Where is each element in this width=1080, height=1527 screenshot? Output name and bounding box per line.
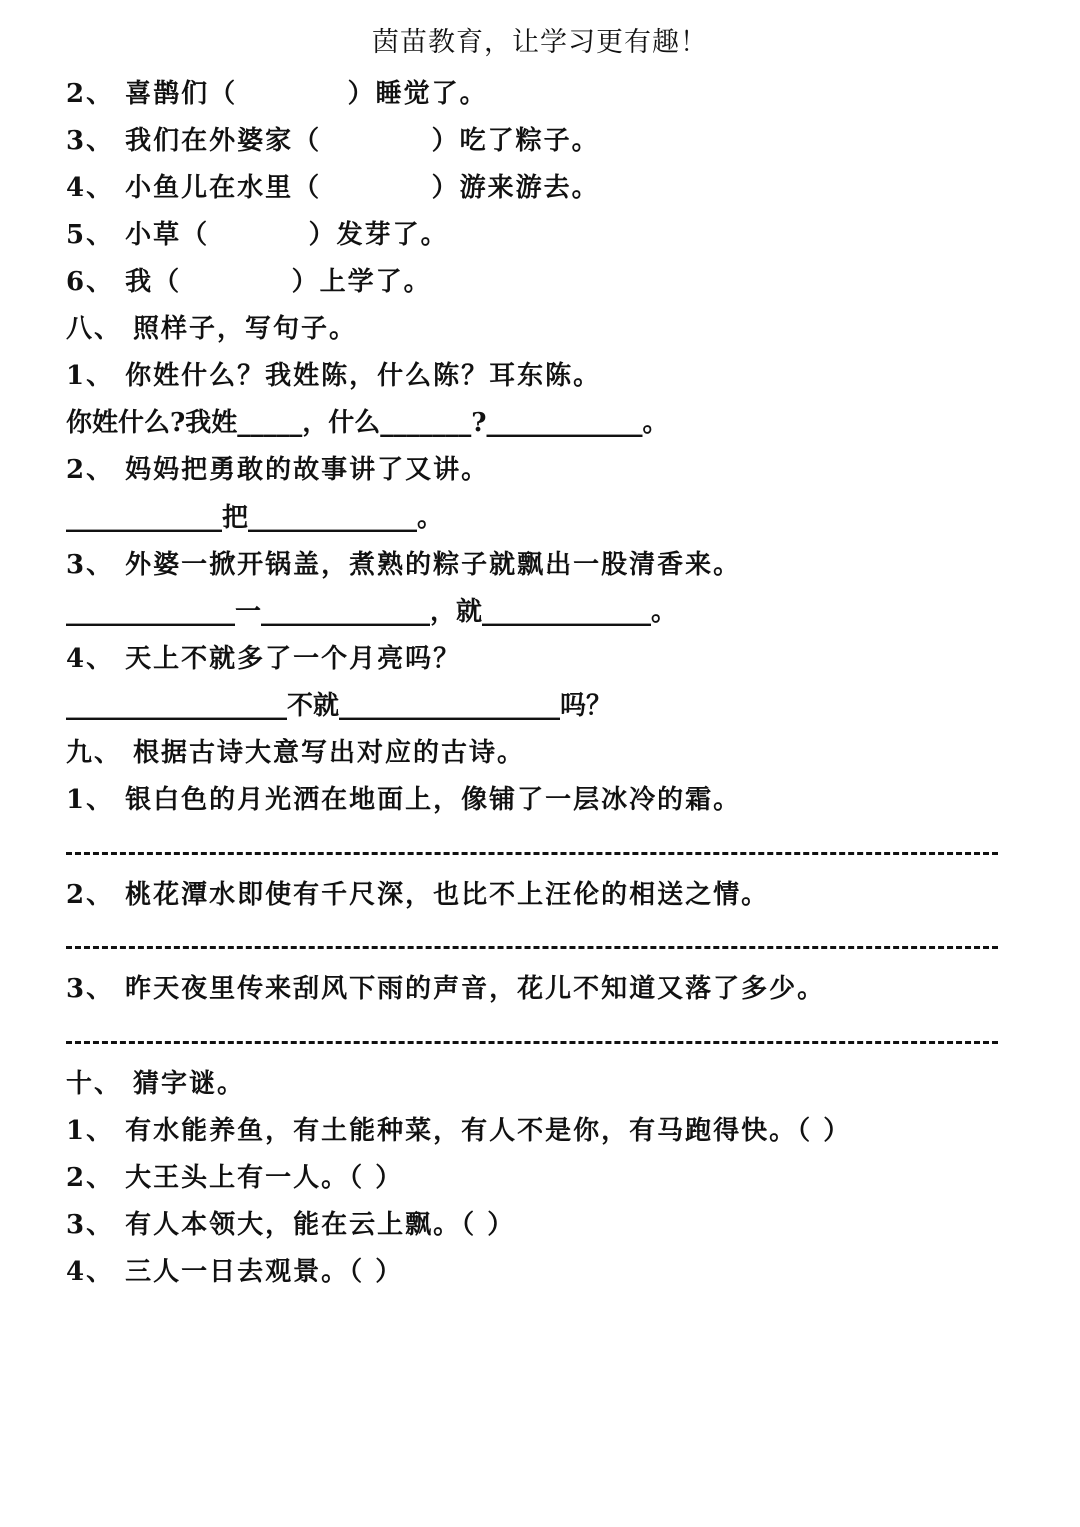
riddle-3: 3、 有人本领大，能在云上飘。（ ）	[66, 1210, 516, 1240]
section-10-title: 十、 猜字谜。	[66, 1069, 246, 1099]
riddle-1: 1、 有水能养鱼，有土能种菜，有人不是你，有马跑得快。（ ）	[66, 1116, 852, 1146]
section-9-question-2: 2、 桃花潭水即使有千尺深，也比不上汪伦的相送之情。	[66, 880, 770, 910]
section-9-question-3: 3、 昨天夜里传来刮风下雨的声音，花儿不知道又落了多少。	[66, 974, 826, 1004]
section-8-question-3: 3、 外婆一掀开锅盖，煮熟的粽子就飘出一股清香来。	[66, 550, 742, 580]
section-8-answer-4: _________________不就_________________吗？	[66, 691, 613, 721]
section-8-answer-3: _____________一_____________，就_____________。	[66, 597, 678, 627]
section-9-question-1: 1、 银白色的月光洒在地面上，像铺了一层冰冷的霜。	[66, 785, 742, 815]
fill-in-item-2: 2、 喜鹊们（ ）睡觉了。	[66, 79, 488, 109]
fill-in-item-4: 4、 小鱼儿在水里（ ）游来游去。	[66, 173, 600, 203]
fill-in-item-6: 6、 我（ ）上学了。	[66, 267, 432, 297]
section-8-title: 八、 照样子，写句子。	[66, 314, 358, 344]
section-8-question-1: 1、 你姓什么？我姓陈，什么陈？耳东陈。	[66, 361, 602, 391]
section-8-answer-2: ____________把_____________。	[66, 503, 444, 533]
answer-line-2	[66, 946, 998, 949]
section-9-title: 九、 根据古诗大意写出对应的古诗。	[66, 738, 526, 768]
fill-in-item-3: 3、 我们在外婆家（ ）吃了粽子。	[66, 126, 600, 156]
section-8-question-2: 2、 妈妈把勇敢的故事讲了又讲。	[66, 455, 490, 485]
riddle-2: 2、 大王头上有一人。（ ）	[66, 1163, 404, 1193]
section-8-answer-1: 你姓什么?我姓_____，什么_______?____________。	[66, 408, 669, 438]
riddle-4: 4、 三人一日去观景。（ ）	[66, 1257, 404, 1287]
fill-in-item-5: 5、 小草（ ）发芽了。	[66, 220, 449, 250]
answer-line-3	[66, 1041, 998, 1044]
section-8-question-4: 4、 天上不就多了一个月亮吗？	[66, 644, 462, 674]
answer-line-1	[66, 852, 998, 855]
page-header: 茵苗教育，让学习更有趣！	[372, 27, 708, 58]
